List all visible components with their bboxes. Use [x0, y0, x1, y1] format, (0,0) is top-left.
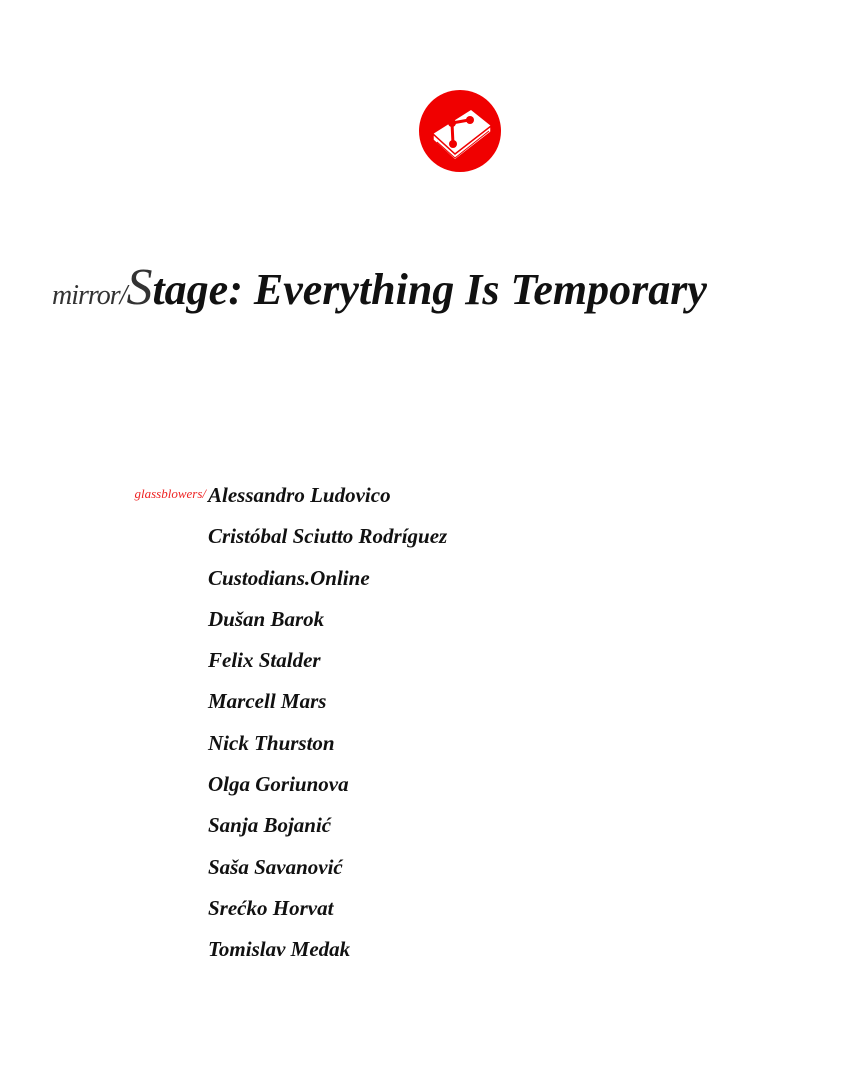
- list-item: Felix Stalder: [208, 648, 321, 673]
- list-item: Olga Goriunova: [208, 772, 349, 797]
- list-item: Marcell Mars: [208, 689, 327, 714]
- title-main: tage: Everything Is Temporary: [152, 265, 707, 314]
- list-item: Srećko Horvat: [208, 895, 334, 920]
- contributor-list: [208, 482, 447, 978]
- list-item: Dušan Barok: [208, 606, 325, 631]
- list-item: Saša Savanović: [208, 854, 343, 879]
- title-prefix: mirror/: [52, 280, 127, 311]
- list-item: Sanja Bojanić: [208, 813, 332, 838]
- list-item: Tomislav Medak: [208, 937, 351, 962]
- list-item: Nick Thurston: [208, 730, 335, 755]
- book-graph-icon: [419, 90, 501, 172]
- page-title: [52, 258, 707, 317]
- list-item: Alessandro Ludovico: [208, 483, 391, 507]
- list-label: glassblowers/: [134, 486, 206, 501]
- list-item: Custodians.Online: [208, 565, 370, 590]
- title-initial: S: [126, 259, 153, 316]
- list-item: Cristóbal Sciutto Rodríguez: [208, 524, 448, 549]
